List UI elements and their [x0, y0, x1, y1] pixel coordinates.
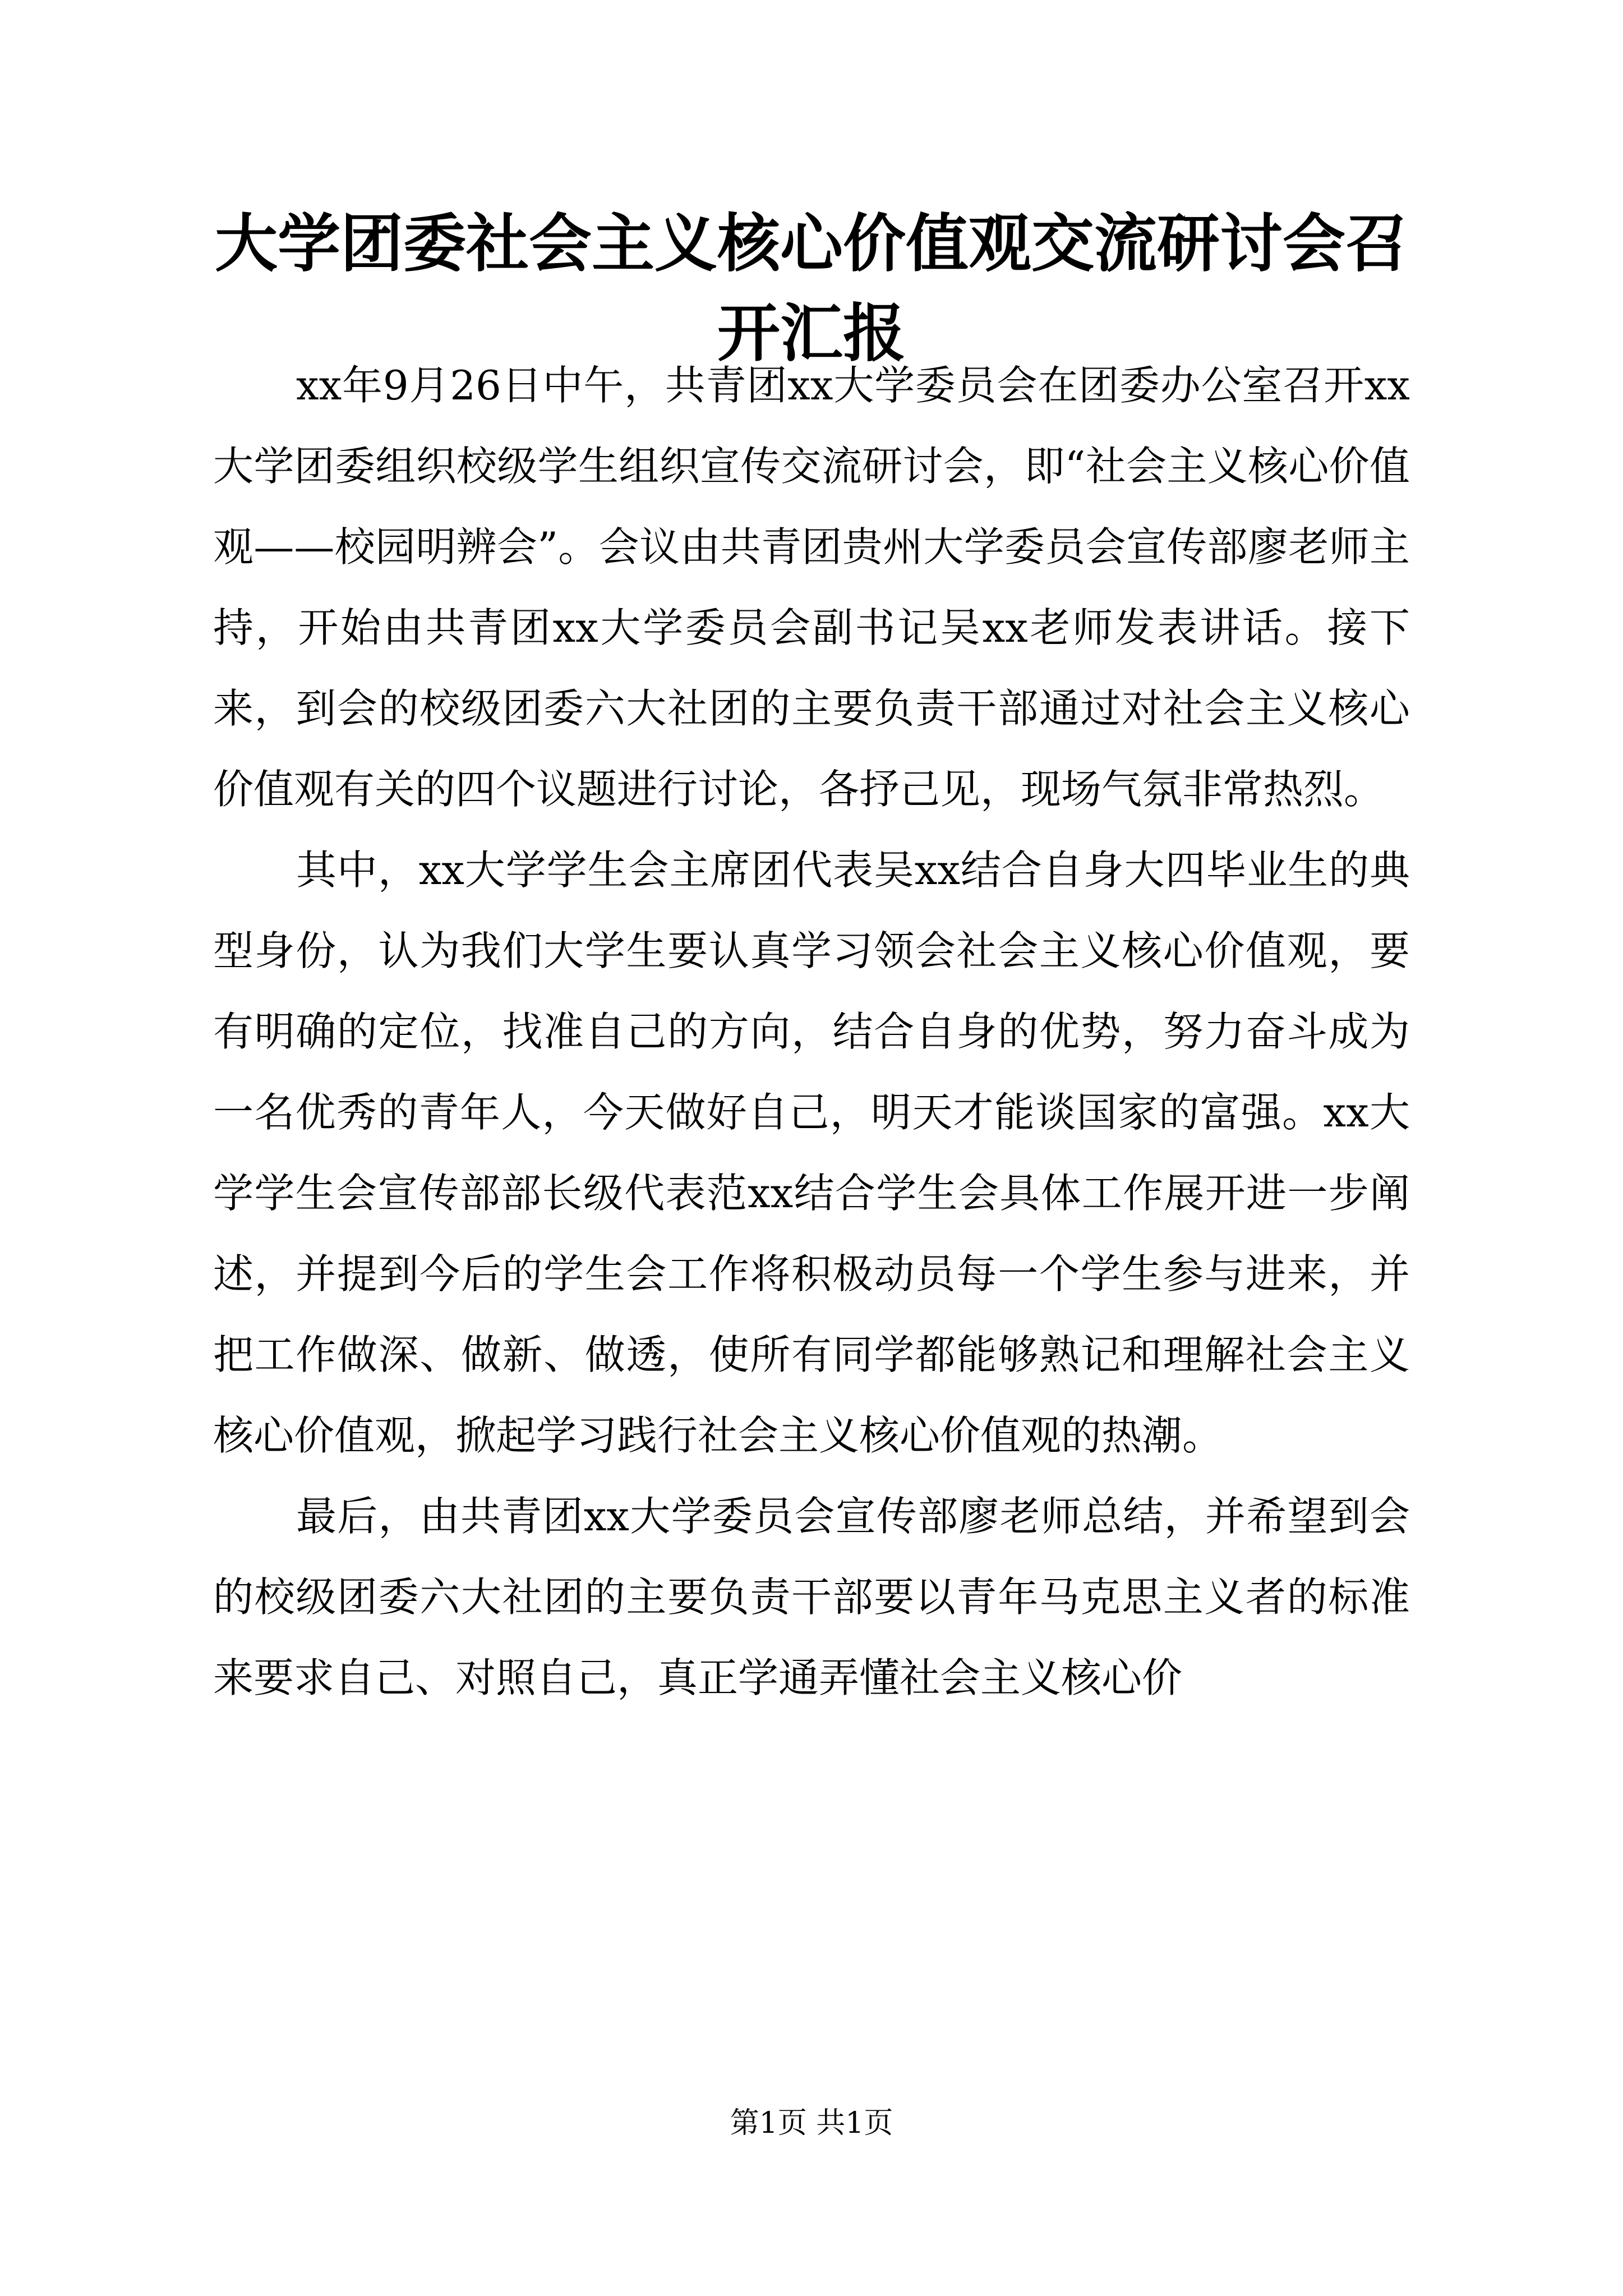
document-body	[213, 345, 1410, 1718]
page-footer: 第1页 共1页	[730, 2106, 893, 2140]
document-title: 大学团委社会主义核心价值观交流研讨会召开汇报	[215, 207, 1408, 370]
paragraph-3: 最后，由共青团xx大学委员会宣传部廖老师总结，并希望到会的校级团委六大社团的主要负责干部要以青年马克思主义者的标准来要求自己、对照自己，真正学通弄懂社会主义核心价	[213, 1493, 1410, 1701]
paragraph-1: xx年9月26日中午，共青团xx大学委员会在团委办公室召开xx大学团委组织校级学生组织宣传交流研讨会，即“社会主义核心价值观——校园明辨会”。会议由共青团贵州大学委员会宣传部廖老师主持，开始由共青团xx大学委员会副书记吴xx老师发表讲话。接下来，到会的校级团委六大社团的主要负责干部通过对社会主义核心价值观有关的四个议题进行讨论，各抒己见，现场气氛非常热烈。	[213, 362, 1410, 813]
paragraph-2: 其中，xx大学学生会主席团代表吴xx结合自身大四毕业生的典型身份，认为我们大学生要认真学习领会社会主义核心价值观，要有明确的定位，找准自己的方向，结合自身的优势，努力奋斗成为一名优秀的青年人，今天做好自己，明天才能谈国家的富强。xx大学学生会宣传部部长级代表范xx结合学生会具体工作展开进一步阐述，并提到今后的学生会工作将积极动员每一个学生参与进来，并把工作做深、做新、做透，使所有同学都能够熟记和理解社会主义核心价值观，掀起学习践行社会主义核心价值观的热潮。	[213, 846, 1410, 1459]
